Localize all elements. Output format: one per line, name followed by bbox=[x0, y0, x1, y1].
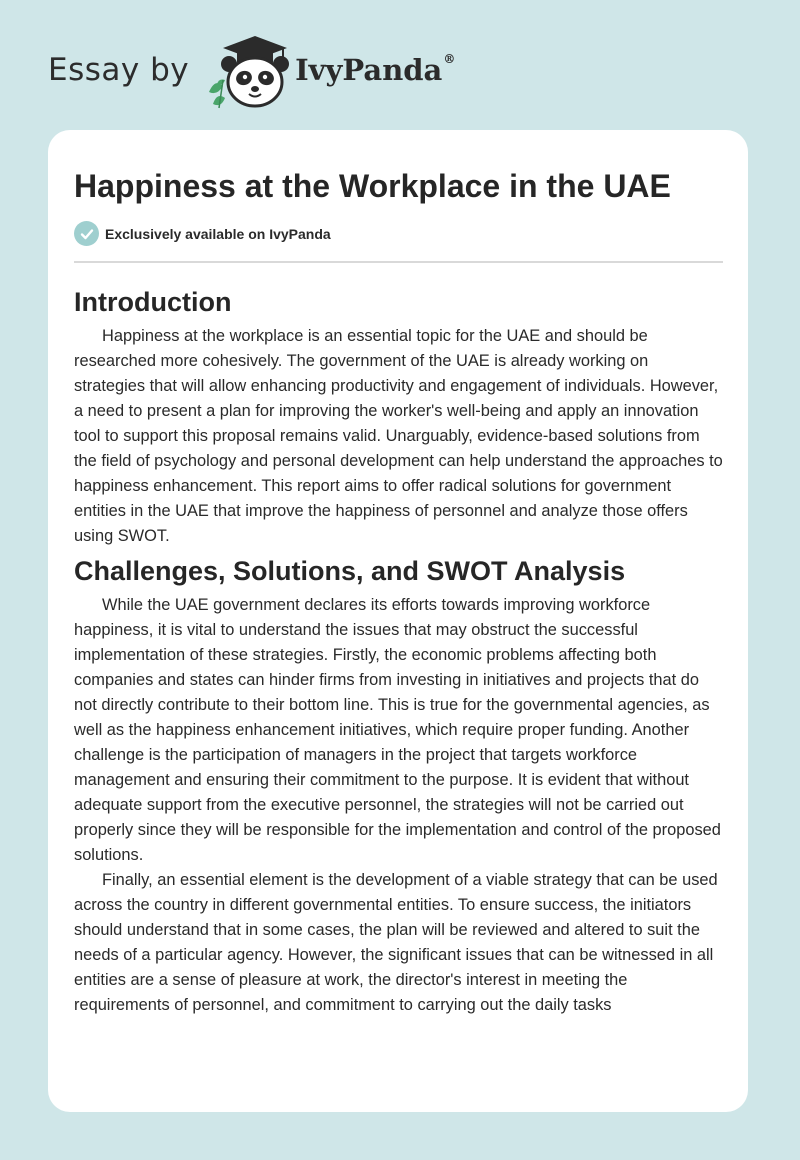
exclusive-badge bbox=[74, 221, 331, 246]
article-body bbox=[74, 280, 723, 1018]
section-heading-introduction: Introduction bbox=[74, 287, 232, 317]
brand-prefix: Essay by bbox=[48, 52, 190, 88]
registered-mark: ® bbox=[443, 52, 456, 67]
divider bbox=[74, 261, 723, 263]
page-title: Happiness at the Workplace in the UAE bbox=[74, 168, 671, 204]
badge-text: Exclusively available on IvyPanda bbox=[105, 225, 331, 242]
section-heading-challenges: Challenges, Solutions, and SWOT Analysis bbox=[74, 556, 626, 586]
paragraph: While the UAE government declares its efforts towards improving workforce happiness, it is vital to understand the issues that may obstruct the successful implementation of these strategies. Firstly, the economic problems affecting both companies and states can hinder firms from investing in initiatives and projects that do not directly contribute to their bottom line. This is true for the governmental agencies, as well as the happiness enhancement initiatives, which require proper funding. Another challenge is the participation of managers in the project that targets workforce management and ensuring their commitment to the purpose. It is evident that without adequate support from the executive personnel, the strategies will not be carried out properly since they will be responsible for the implementation and control of the proposed solutions. bbox=[74, 596, 721, 864]
paragraph: Finally, an essential element is the development of a viable strategy that can be used across the country in different governmental entities. To ensure success, the initiators should understand that in some cases, the plan will be reviewed and altered to suit the needs of a particular agency. However, the significant issues that can be witnessed in all entities are a sense of pleasure at work, the director's interest in meeting the requirements of personnel, and commitment to carrying out the daily tasks bbox=[74, 871, 718, 1014]
panda-graduate-icon bbox=[203, 30, 299, 110]
essay-card bbox=[48, 130, 748, 1112]
brand-name: IvyPanda® bbox=[295, 52, 456, 87]
brand-header[interactable] bbox=[48, 30, 455, 110]
paragraph: Happiness at the workplace is an essential topic for the UAE and should be researched more cohesively. The government of the UAE is already working on strategies that will allow enhancing productivity and engagement of individuals. However, a need to present a plan for improving the worker's well-being and apply an innovation tool to support this proposal remains valid. Unarguably, evidence-based solutions from the field of psychology and personal development can help understand the approaches to happiness enhancement. This report aims to offer radical solutions for government entities in the UAE that improve the happiness of personnel and analyze those offers using SWOT. bbox=[74, 327, 723, 545]
check-circle-icon bbox=[74, 221, 99, 246]
